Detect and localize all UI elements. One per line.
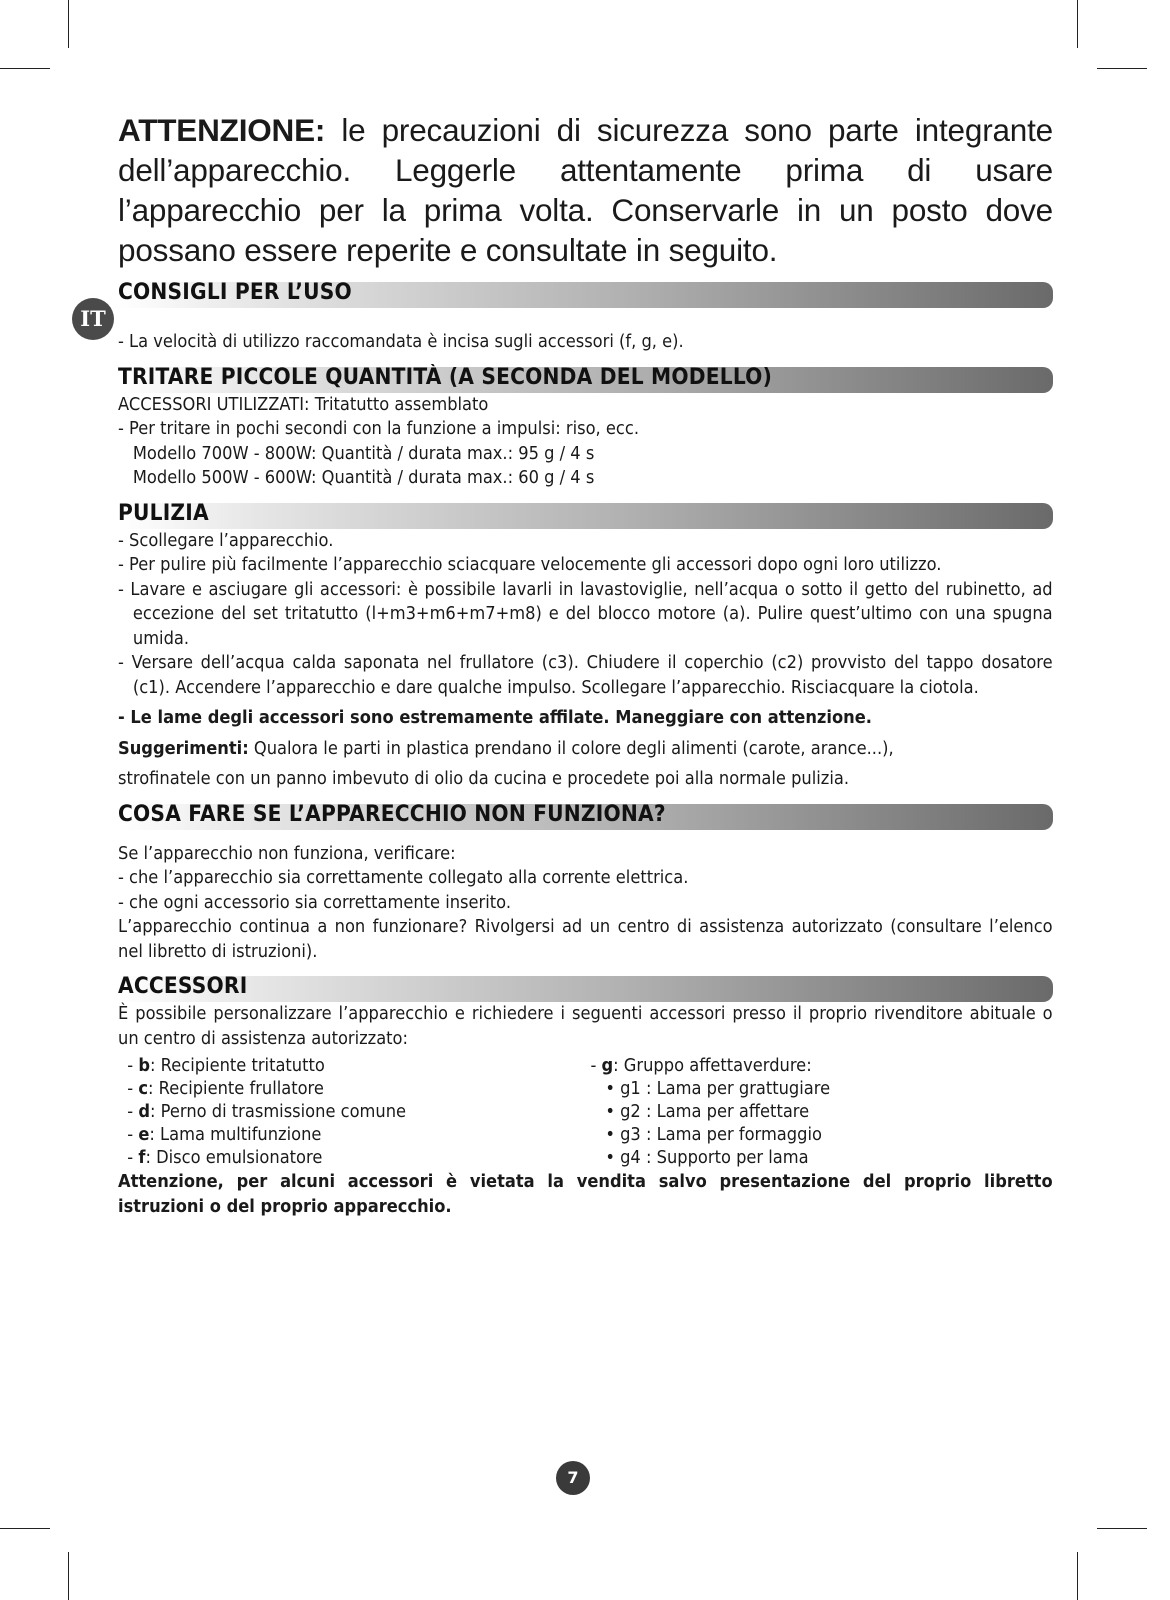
list-item: • g3 : Lama per formaggio [605, 1125, 822, 1145]
list-item: - c: Recipiente frullatore [127, 1079, 324, 1099]
text-line: - La velocità di utilizzo raccomandata è incisa sugli accessori (f, g, e). [118, 332, 684, 352]
list-item: - Per pulire più facilmente l’apparecchio sciacquare velocemente gli accessori dopo ogni loro utilizzo. [118, 555, 942, 575]
page-content [118, 110, 1053, 1219]
section-body [118, 1002, 1053, 1219]
safety-intro-text: le precauzioni di sicurezza sono parte integrante dell’apparecchio. Leggerle attentamente prima di usare l’apparecchio per la prima volta. Conservarle in un posto dove possano essere reperite e consultate in seguito. [118, 112, 1053, 268]
tip [118, 737, 1053, 762]
section-body [118, 842, 1053, 965]
list-item: - d: Perno di trasmissione comune [127, 1102, 407, 1122]
text-line: - che ogni accessorio sia correttamente inserito. [118, 892, 511, 913]
section-body [118, 393, 1053, 491]
crop-mark [1097, 68, 1147, 69]
attention-label: ATTENZIONE: [118, 112, 326, 148]
tip-text-2: strofinatele con un panno imbevuto di olio da cucina e procedete poi alla normale pulizia. [118, 769, 850, 789]
section-tritare [118, 363, 1053, 491]
section-title: COSA FARE SE L’APPARECCHIO NON FUNZIONA? [118, 801, 666, 827]
list-item: - Versare dell’acqua calda saponata nel frullatore (c3). Chiudere il coperchio (c2) provvisto del tappo dosatore (c1). Accendere l’apparecchio e dare qualche impulso. Scollegare l’apparecchio. Risciacquare la ciotola. [118, 653, 1053, 698]
text-line: Modello 500W - 600W: Quantità / durata max.: 60 g / 4 s [132, 468, 595, 488]
list-item: - b: Recipiente tritatutto [127, 1056, 325, 1076]
crop-mark [0, 1528, 50, 1529]
section-title: PULIZIA [118, 500, 209, 526]
safety-intro [118, 110, 1053, 270]
list-item: - Scollegare l’apparecchio. [118, 530, 334, 551]
accessories-list [118, 1055, 1053, 1170]
text-line: - che l’apparecchio sia correttamente collegato alla corrente elettrica. [118, 868, 689, 888]
crop-mark [68, 1552, 69, 1600]
section-title: ACCESSORI [118, 974, 248, 999]
section-title: CONSIGLI PER L’USO [118, 280, 352, 305]
accessories-col-left [118, 1055, 590, 1170]
section-header [118, 800, 1053, 830]
section-body [118, 529, 1053, 792]
section-title: TRITARE PICCOLE QUANTITÀ (A SECONDA DEL MODELLO) [118, 364, 773, 390]
language-badge: IT [72, 298, 114, 340]
list-item: • g1 : Lama per grattugiare [605, 1079, 831, 1099]
tip-text: Qualora le parti in plastica prendano il colore degli alimenti (carote, arance...), [248, 738, 894, 759]
list-item: - Lavare e asciugare gli accessori: è possibile lavarli in lavastoviglie, nell’acqua o sotto il getto del rubinetto, ad eccezione del set tritatutto (l+m3+m6+m7+m8) e del blocco motore (a). Pulire quest’ultimo con una spugna umida. [118, 579, 1053, 649]
crop-mark [1097, 1528, 1147, 1529]
section-accessori [118, 972, 1053, 1219]
list-item: • g4 : Supporto per lama [605, 1148, 809, 1168]
list-item: - e: Lama multifunzione [127, 1125, 322, 1145]
section-cosa-fare [118, 800, 1053, 965]
section-header [118, 278, 1053, 308]
page-number: 7 [556, 1461, 590, 1495]
section-header [118, 499, 1053, 529]
text-line: - Per tritare in pochi secondi con la funzione a impulsi: riso, ecc. [118, 419, 640, 439]
accessories-warning: Attenzione, per alcuni accessori è vietata la vendita salvo presentazione del proprio libretto istruzioni o del proprio apparecchio. [118, 1172, 1053, 1217]
section-header [118, 363, 1053, 393]
text-line: Se l’apparecchio non funziona, verificare: [118, 843, 456, 864]
list-item: - g: Gruppo affettaverdure: [590, 1056, 812, 1076]
list-item: - f: Disco emulsionatore [127, 1148, 323, 1168]
text-line: ACCESSORI UTILIZZATI: Tritatutto assemblato [118, 394, 489, 415]
section-consigli [118, 278, 1053, 355]
blade-warning: - Le lame degli accessori sono estremamente affilate. Maneggiare con attenzione. [118, 708, 872, 728]
crop-mark [1077, 0, 1078, 48]
crop-mark [68, 0, 69, 48]
tip-label: Suggerimenti: [118, 738, 249, 759]
text-line: L’apparecchio continua a non funzionare? Rivolgersi ad un centro di assistenza autorizzato (consultare l’elenco nel libretto di istruzioni). [118, 917, 1053, 962]
accessories-intro: È possibile personalizzare l’apparecchio e richiedere i seguenti accessori presso il proprio rivenditore abituale o un centro di assistenza autorizzato: [118, 1004, 1053, 1049]
list-item: • g2 : Lama per affettare [605, 1102, 810, 1122]
accessories-col-right [590, 1055, 1036, 1170]
section-body [118, 330, 1053, 355]
crop-mark [0, 68, 50, 69]
section-pulizia [118, 499, 1053, 792]
section-header [118, 972, 1053, 1002]
crop-mark [1077, 1552, 1078, 1600]
text-line: Modello 700W - 800W: Quantità / durata max.: 95 g / 4 s [132, 443, 595, 464]
